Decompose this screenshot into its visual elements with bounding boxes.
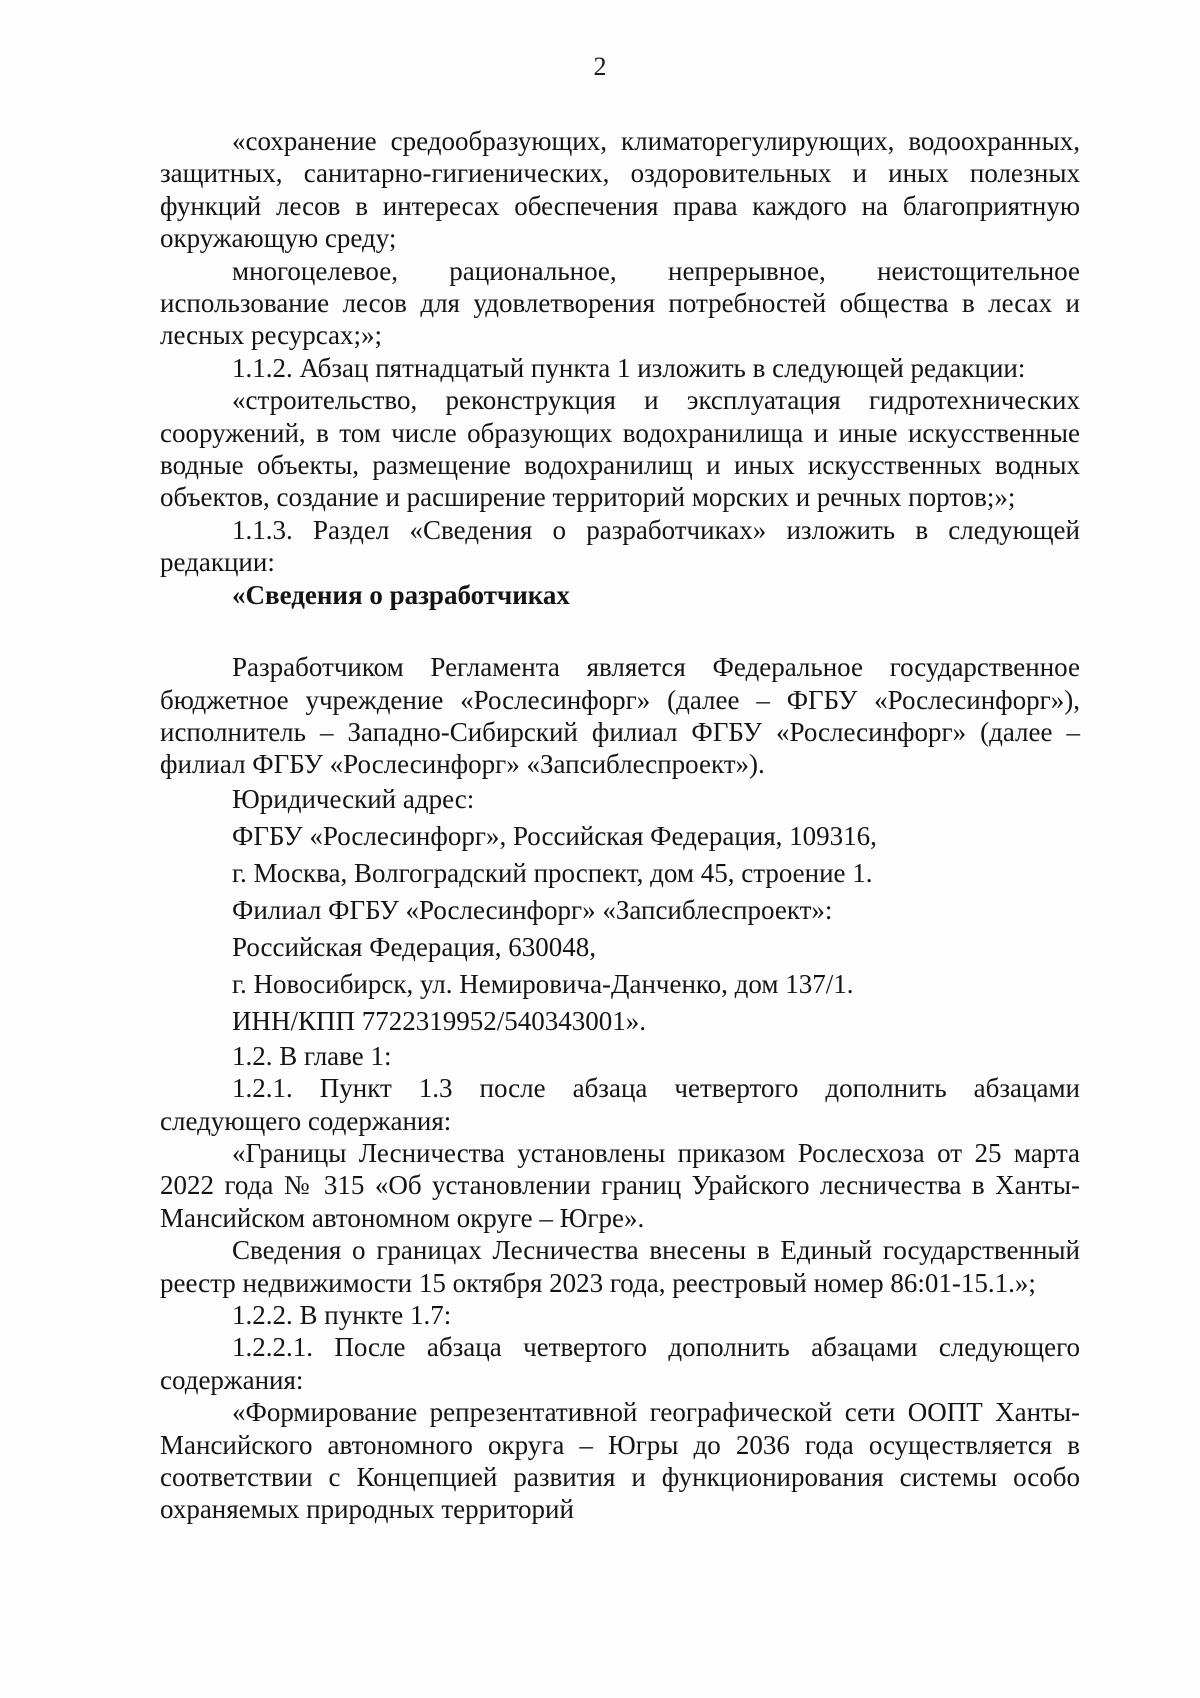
address-label: Юридический адрес: [232,783,475,814]
address-line-hq-street: г. Москва, Волгоградский проспект, дом 45, строение 1. [232,857,873,888]
paragraph-item-1-1-2: 1.1.2. Абзац пятнадцатый пункта 1 изложить в следующей редакции: [232,352,1026,383]
paragraph-item-1-2-1: 1.2.1. Пункт 1.3 после абзаца четвертого дополнить абзацами следующего содержания: [160,1073,1080,1136]
document-body [160,125,1080,1526]
paragraph-registry: Сведения о границах Лесничества внесены в Единый государственный реестр недвижимости 15 октября 2023 года, реестровый номер 86:01-15.1.»; [160,1235,1080,1298]
paragraph-item-1-2-2-1: 1.2.2.1. После абзаца четвертого дополнить абзацами следующего содержания: [160,1332,1080,1395]
paragraph-forest-use: многоцелевое, рациональное, непрерывное, неистощительное использование лесов для удовлетворения потребностей общества в лесах и лесных ресурсах;»; [160,255,1080,351]
page-number: 2 [593,52,607,81]
paragraph-construction: «строительство, реконструкция и эксплуатация гидротехнических сооружений, в том числе образующих водохранилища и иные искусственные водные объекты, размещение водохранилищ и иных искусственных водных объектов, создание и расширение территорий морских и речных портов;»; [160,385,1080,513]
address-line-inn-kpp: ИНН/КПП 7722319952/540343001». [232,1005,647,1036]
address-line-hq: ФГБУ «Рослесинфорг», Российская Федерация, 109316, [232,820,877,851]
paragraph-forest-functions: «сохранение средообразующих, климаторегулирующих, водоохранных, защитных, санитарно-гигиенических, оздоровительных и иных полезных функций лесов в интересах обеспечения права каждого на благоприятную окружающую среду; [160,126,1080,254]
address-line-branch-street: г. Новосибирск, ул. Немировича-Данченко, дом 137/1. [232,968,854,999]
spacer [160,611,1080,651]
address-line-branch: Филиал ФГБУ «Рослесинфорг» «Запсиблеспроект»: [232,894,833,925]
paragraph-item-1-2-2: 1.2.2. В пункте 1.7: [232,1299,452,1330]
paragraph-item-1-2: 1.2. В главе 1: [232,1040,392,1071]
paragraph-item-1-1-3: 1.1.3. Раздел «Сведения о разработчиках» изложить в следующей редакции: [160,514,1080,578]
address-line-branch-country: Российская Федерация, 630048, [232,931,596,962]
paragraph-oopt-network: «Формирование репрезентативной географической сети ООПТ Ханты-Мансийского автономного округа – Югры до 2036 года осуществляется в соответствии с Концепцией развития и функционирования системы особо охраняемых природных территорий [160,1397,1080,1525]
paragraph-boundaries: «Границы Лесничества установлены приказом Рослесхоза от 25 марта 2022 года № 315 «Об установлении границ Урайского лесничества в Ханты-Мансийском автономном округе – Югре». [160,1137,1080,1233]
paragraph-developer: Разработчиком Регламента является Федеральное государственное бюджетное учреждение «Рослесинфорг» (далее – ФГБУ «Рослесинфорг»), исполнитель – Западно-Сибирский филиал ФГБУ «Рослесинфорг» (далее – филиал ФГБУ «Рослесинфорг» «Запсиблеспроект»). [160,652,1080,780]
section-heading-developers: «Сведения о разработчиках [232,579,570,610]
